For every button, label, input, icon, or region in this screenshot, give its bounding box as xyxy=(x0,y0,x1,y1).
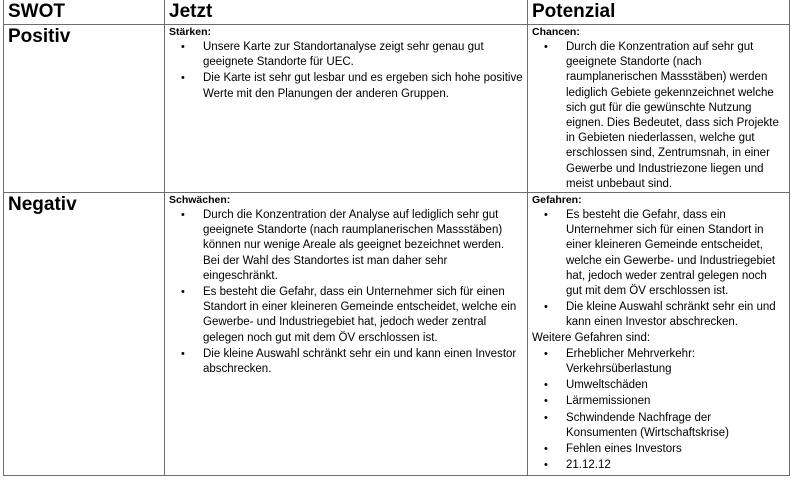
gefahren-title: Gefahren: xyxy=(532,194,582,207)
list-item xyxy=(181,208,523,284)
staerken-list xyxy=(169,40,523,102)
list-item-text: Durch die Konzentration der Analyse auf lediglich sehr gut geeignete Standorte (nach raumplanerischen Massstäben) können nur wenige Areale als geeignet bezeichnet werden. Bei der Wahl des Standortes ist man daher sehr eingeschränkt. xyxy=(203,209,505,282)
list-item xyxy=(544,208,785,299)
further-threats-list xyxy=(532,347,785,474)
list-item-text: Die kleine Auswahl schränkt sehr ein und kann einen Investor abschrecken. xyxy=(203,347,517,376)
cell-staerken xyxy=(165,25,528,193)
cell-schwaechen xyxy=(165,193,528,476)
list-item xyxy=(181,40,523,70)
schwaechen-title: Schwächen: xyxy=(169,194,231,207)
header-swot: SWOT xyxy=(4,0,165,25)
header-potenzial: Potenzial xyxy=(528,0,790,25)
list-item xyxy=(181,71,523,101)
bullet-icon: • xyxy=(544,347,548,360)
list-item xyxy=(181,285,523,346)
list-item-text: Umweltschäden xyxy=(566,379,648,392)
list-item xyxy=(544,347,785,377)
bullet-icon: • xyxy=(544,301,548,314)
header-jetzt: Jetzt xyxy=(165,0,528,25)
list-item-text: Lärmemissionen xyxy=(566,395,651,408)
bullet-icon: • xyxy=(544,459,548,472)
row-label-negativ: Negativ xyxy=(4,193,165,476)
further-threats-intro: Weitere Gefahren sind: xyxy=(532,331,651,344)
list-item xyxy=(181,347,523,377)
row-negativ xyxy=(4,193,790,476)
bullet-icon: • xyxy=(544,395,548,408)
list-item-text: Erheblicher Mehrverkehr: Verkehrsüberlastung xyxy=(566,347,696,376)
bullet-icon: • xyxy=(181,286,185,299)
list-item xyxy=(544,40,785,192)
list-item-text: 21.12.12 xyxy=(566,459,611,472)
list-item-text: Durch die Konzentration auf sehr gut geeignete Standorte (nach raumplanerischen Massstäben) werden lediglich Gebiete gekennzeichnet welche sich gut für die gewünschte Nutzung eignen. Dies Bedeutet, dass sich Projekte in Gebieten niederlassen, welche gut erschlossen sind, Zentrumsnah, in einer Gewerbe und Industriezone liegen und meist unbebaut sind. xyxy=(566,41,779,190)
cell-chancen xyxy=(528,25,790,193)
list-item xyxy=(544,411,785,441)
list-item-text: Fehlen eines Investors xyxy=(566,443,682,456)
list-item-text: Die kleine Auswahl schränkt sehr ein und kann einen Investor abschrecken. xyxy=(566,301,776,329)
staerken-title: Stärken: xyxy=(169,26,212,38)
chancen-list xyxy=(532,40,785,192)
bullet-icon: • xyxy=(181,209,185,222)
bullet-icon: • xyxy=(544,411,548,424)
row-positiv xyxy=(4,25,790,193)
gefahren-list xyxy=(532,208,785,331)
list-item xyxy=(544,378,785,393)
bullet-icon: • xyxy=(181,41,185,53)
cell-gefahren xyxy=(528,193,790,476)
bullet-icon: • xyxy=(544,209,548,222)
row-label-positiv: Positiv xyxy=(4,25,165,193)
list-item-text: Die Karte ist sehr gut lesbar und es ergeben sich hohe positive Werte mit den Planungen der anderen Gruppen. xyxy=(203,72,523,100)
bullet-icon: • xyxy=(544,379,548,392)
list-item-text: Es besteht die Gefahr, dass ein Unternehmer sich für einen Standort in einer kleineren Gemeinde entscheidet, welche ein Gewerbe- und Industriegebiet hat, jedoch weder zentral gelegen noch gut mit dem ÖV erschlossen ist. xyxy=(566,209,776,298)
chancen-title: Chancen: xyxy=(532,26,580,38)
bullet-icon: • xyxy=(544,443,548,456)
bullet-icon: • xyxy=(181,72,185,85)
bullet-icon: • xyxy=(181,347,185,360)
header-row xyxy=(4,0,790,25)
list-item-text: Schwindende Nachfrage der Konsumenten (Wirtschaftskrise) xyxy=(566,411,729,439)
list-item xyxy=(544,394,785,409)
swot-table xyxy=(3,0,790,476)
list-item xyxy=(544,458,785,473)
list-item-text: Unsere Karte zur Standortanalyse zeigt sehr genau gut geeignete Standorte für UEC. xyxy=(203,41,484,69)
schwaechen-list xyxy=(169,208,523,377)
bullet-icon: • xyxy=(544,41,548,53)
list-item xyxy=(544,442,785,457)
list-item-text: Es besteht die Gefahr, dass ein Unternehmer sich für einen Standort in einer kleineren Gemeinde entscheidet, welche ein Gewerbe- und Industriegebiet hat, jedoch weder zentral gelegen noch gut mit dem ÖV erschlossen ist. xyxy=(203,286,517,344)
list-item xyxy=(544,300,785,330)
